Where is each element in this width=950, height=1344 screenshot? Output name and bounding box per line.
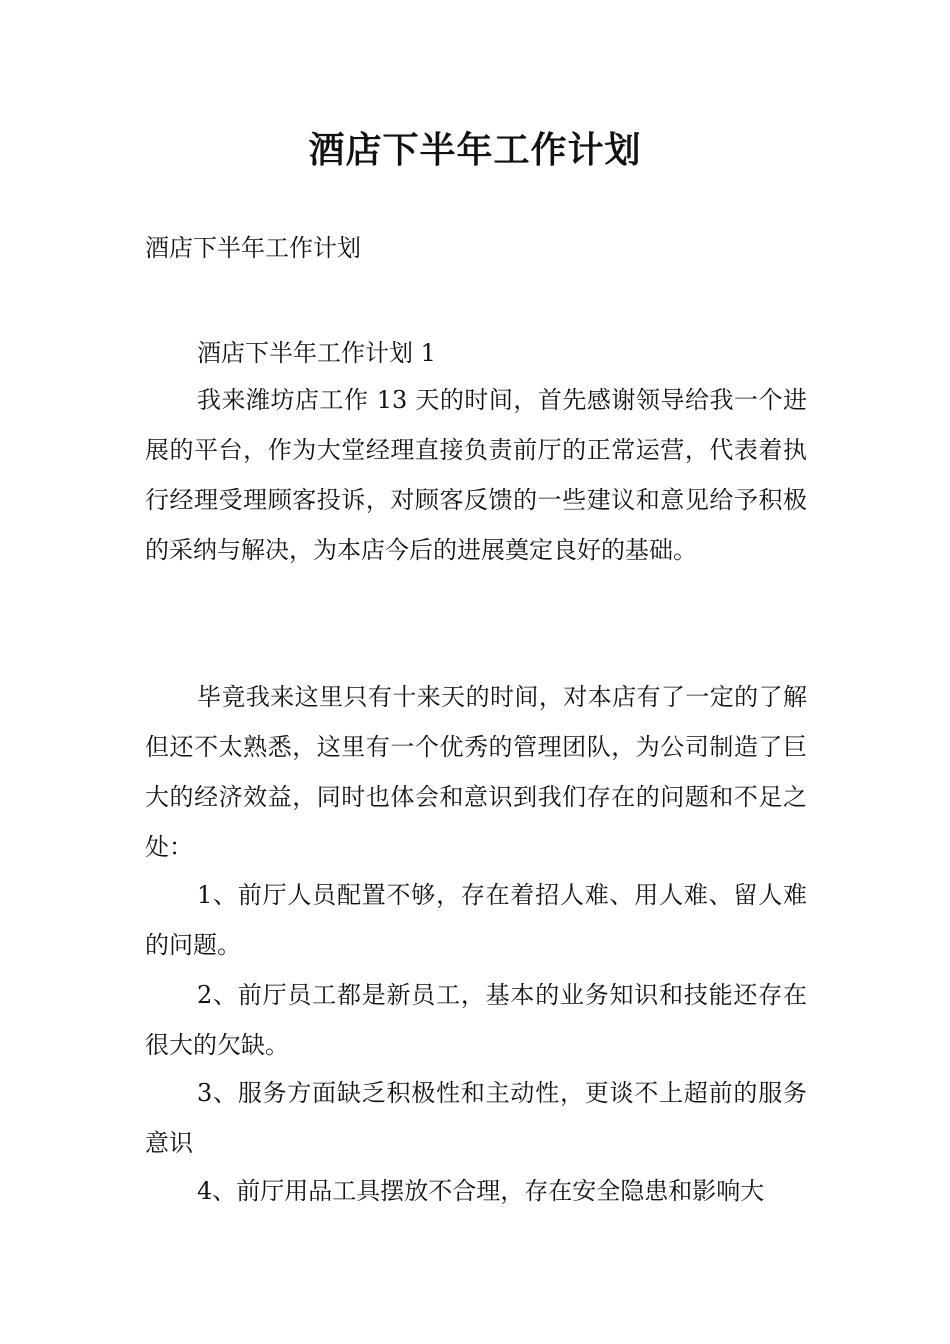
section-heading: 酒店下半年工作计划 1 xyxy=(197,339,436,367)
list-item: 2、前厅员工都是新员工，基本的业务知识和技能还存在很大的欠缺。 xyxy=(145,981,807,1059)
paragraph: 我来潍坊店工作 13 天的时间，首先感谢领导给我一个进展的平台，作为大堂经理直接负责前厅的正常运营，代表着执行经理受理顾客投诉，对顾客反馈的一些建议和意见给予积极的采纳与解决，为本店今后的进展奠定良好的基础。 xyxy=(145,386,807,564)
list-item: 1、前厅人员配置不够，存在着招人难、用人难、留人难的问题。 xyxy=(145,881,807,959)
document-subtitle: 酒店下半年工作计划 xyxy=(145,234,361,262)
document-title: 酒店下半年工作计划 xyxy=(308,130,642,171)
paragraph: 毕竟我来这里只有十来天的时间，对本店有了一定的了解但还不太熟悉，这里有一个优秀的管理团队，为公司制造了巨大的经济效益，同时也体会和意识到我们存在的问题和不足之处： xyxy=(145,683,807,861)
list-item: 4、前厅用品工具摆放不合理，存在安全隐患和影响大 xyxy=(197,1177,765,1205)
list-item: 3、服务方面缺乏积极性和主动性，更谈不上超前的服务意识 xyxy=(145,1079,807,1157)
